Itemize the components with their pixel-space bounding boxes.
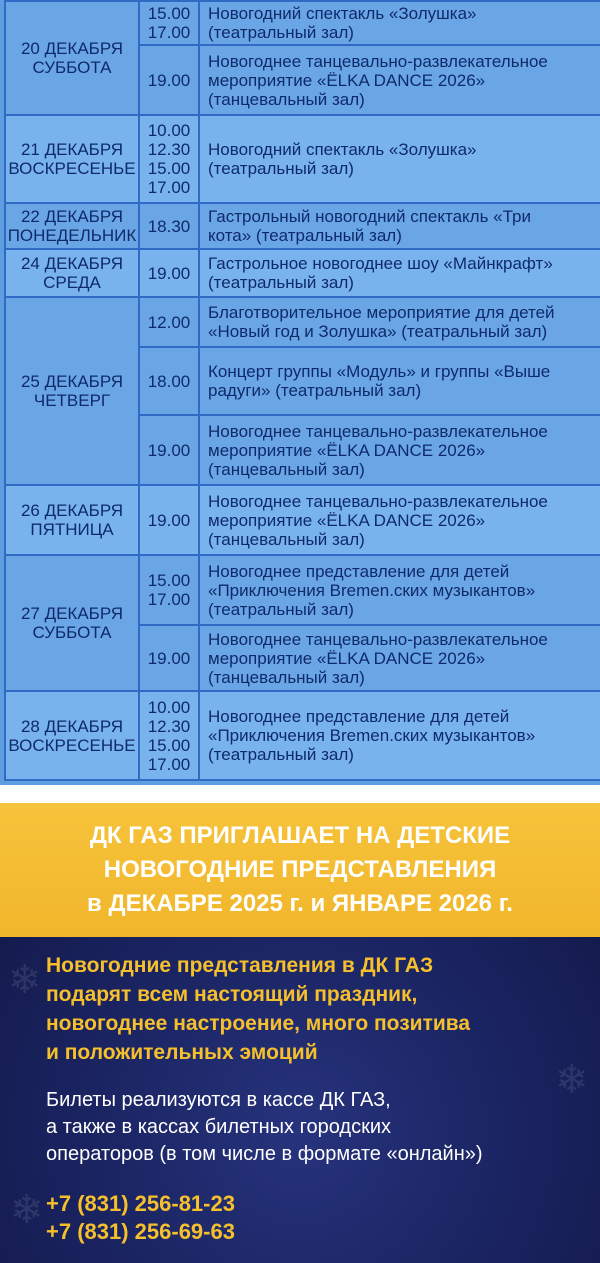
time-cell [139,45,199,115]
day-date: 22 ДЕКАБРЯ [20,207,124,226]
table-row [5,485,600,555]
banner-line: в ДЕКАБРЕ 2025 г. и ЯНВАРЕ 2026 г. [87,890,513,917]
time-value: 15.00 [147,4,191,23]
event-line: (театральный зал) [208,599,354,619]
event-line: (театральный зал) [208,273,354,292]
event-line: мероприятие «ЁLKA DANCE 2026» [208,70,486,90]
event-cell [199,115,600,203]
time-cell [139,1,199,45]
tickets-line: а также в кассах билетных городских [46,1116,391,1138]
event-line: «Приключения Bremen.ских музыкантов» [208,726,536,745]
lead-line: новогоднее настроение, много позитива [46,1012,471,1035]
time-value: 10.00 [147,121,191,140]
time-value: 18.00 [147,371,191,391]
time-value: 15.00 [147,571,191,590]
time-value: 17.00 [147,23,191,42]
table-row [5,203,600,249]
time-value: 15.00 [147,159,191,178]
event-cell [199,625,600,691]
lead-line: Новогодние представления в ДК ГАЗ [46,954,434,977]
banner-line: НОВОГОДНИЕ ПРЕДСТАВЛЕНИЯ [103,856,497,883]
event-line: Новогодний спектакль «Золушка» [208,4,477,23]
table-row [5,1,600,45]
event-line: Новогодний спектакль «Золушка» [208,140,477,159]
day-cell [5,297,139,485]
event-cell [199,347,600,415]
lead-line: подарят всем настоящий праздник, [46,983,418,1006]
event-line: Новогоднее танцевально-развлекательное [208,51,548,71]
day-date: 26 ДЕКАБРЯ [20,501,124,520]
event-line: «Приключения Bremen.ских музыкантов» [208,580,536,600]
day-date: 21 ДЕКАБРЯ [20,140,124,159]
phone-number[interactable]: +7 (831) 256-81-23 [46,1191,235,1216]
time-value: 18.30 [147,216,191,236]
day-date: 27 ДЕКАБРЯ [20,604,124,623]
time-cell [139,347,199,415]
event-cell [199,249,600,297]
event-line: (театральный зал) [208,745,354,764]
event-line: (театральный зал) [208,23,354,42]
schedule-table [4,0,600,781]
time-value: 17.00 [147,754,191,774]
day-weekday: СУББОТА [32,58,112,77]
time-cell [139,415,199,485]
event-cell [199,485,600,555]
day-weekday: ПОНЕДЕЛЬНИК [7,226,137,245]
time-value: 19.00 [147,440,191,460]
time-value: 19.00 [147,510,191,530]
day-cell [5,1,139,115]
time-value: 15.00 [147,735,191,755]
day-weekday: ЧЕТВЕРГ [33,391,111,410]
day-date: 28 ДЕКАБРЯ [20,716,124,736]
day-cell [5,485,139,555]
event-line: Новогоднее танцевально-развлекательное [208,491,548,511]
table-row [5,691,600,780]
time-cell [139,485,199,555]
event-line: мероприятие «ЁLKA DANCE 2026» [208,648,486,668]
event-line: (танцевальный зал) [208,89,365,109]
time-value: 10.00 [147,697,191,717]
day-cell [5,115,139,203]
section-divider [0,785,600,803]
event-line: «Новый год и Золушка» (театральный зал) [208,322,548,341]
day-cell [5,249,139,297]
day-weekday: ВОСКРЕСЕНЬЕ [8,159,136,178]
day-weekday: СРЕДА [43,273,101,292]
day-weekday: ПЯТНИЦА [30,520,114,539]
time-value: 19.00 [147,70,191,90]
time-cell [139,625,199,691]
event-line: Новогоднее танцевально-развлекательное [208,421,548,441]
snowflake-icon: ❄ [555,1058,589,1102]
time-cell [139,249,199,297]
event-cell [199,297,600,347]
event-cell [199,1,600,45]
table-row [5,297,600,347]
day-cell [5,691,139,780]
time-cell [139,555,199,625]
event-line: мероприятие «ЁLKA DANCE 2026» [208,440,486,460]
time-value: 19.00 [147,648,191,668]
time-value: 12.30 [147,716,191,736]
snowflake-icon: ❄ [10,1188,44,1232]
time-value: 17.00 [147,178,191,197]
day-date: 25 ДЕКАБРЯ [20,372,124,391]
day-date: 20 ДЕКАБРЯ [20,39,124,58]
tickets-text [46,1087,586,1168]
event-line: Новогоднее танцевально-развлекательное [208,629,548,649]
time-value: 19.00 [147,263,191,283]
time-cell [139,691,199,780]
day-cell [5,555,139,691]
banner-line: ДК ГАЗ ПРИГЛАШАЕТ НА ДЕТСКИЕ [89,822,511,849]
info-panel [0,937,600,1263]
day-weekday: ВОСКРЕСЕНЬЕ [8,735,136,755]
lead-line: и положительных эмоций [46,1041,318,1064]
day-weekday: СУББОТА [32,623,112,642]
table-row [5,249,600,297]
tickets-line: операторов (в том числе в формате «онлайн») [46,1143,483,1165]
event-line: радуги» (театральный зал) [208,381,422,400]
event-line: мероприятие «ЁLKA DANCE 2026» [208,510,486,530]
tickets-line: Билеты реализуются в кассе ДК ГАЗ, [46,1089,391,1111]
event-cell [199,415,600,485]
time-value: 12.00 [147,312,191,332]
phone-number[interactable]: +7 (831) 256-69-63 [46,1219,235,1244]
time-value: 12.30 [147,140,191,159]
invitation-banner [0,803,600,937]
event-line: (танцевальный зал) [208,667,365,687]
event-line: Гастрольное новогоднее шоу «Майнкрафт» [208,254,553,273]
event-line: Благотворительное мероприятие для детей [208,303,555,322]
time-cell [139,203,199,249]
event-line: кота» (театральный зал) [208,226,402,245]
event-cell [199,45,600,115]
event-line: Концерт группы «Модуль» и группы «Выше [208,362,551,381]
event-cell [199,691,600,780]
day-date: 24 ДЕКАБРЯ [20,254,124,273]
event-line: (танцевальный зал) [208,459,365,479]
event-line: Новогоднее представление для детей [208,561,510,581]
snowflake-icon: ❄ [8,958,42,1002]
table-row [5,555,600,625]
event-cell [199,203,600,249]
event-line: Гастрольный новогодний спектакль «Три [208,207,531,226]
lead-text [46,951,586,1067]
event-cell [199,555,600,625]
time-value: 17.00 [147,590,191,609]
time-cell [139,115,199,203]
event-line: (театральный зал) [208,159,354,178]
day-cell [5,203,139,249]
time-cell [139,297,199,347]
event-line: Новогоднее представление для детей [208,707,510,726]
table-row [5,115,600,203]
event-line: (танцевальный зал) [208,529,365,549]
